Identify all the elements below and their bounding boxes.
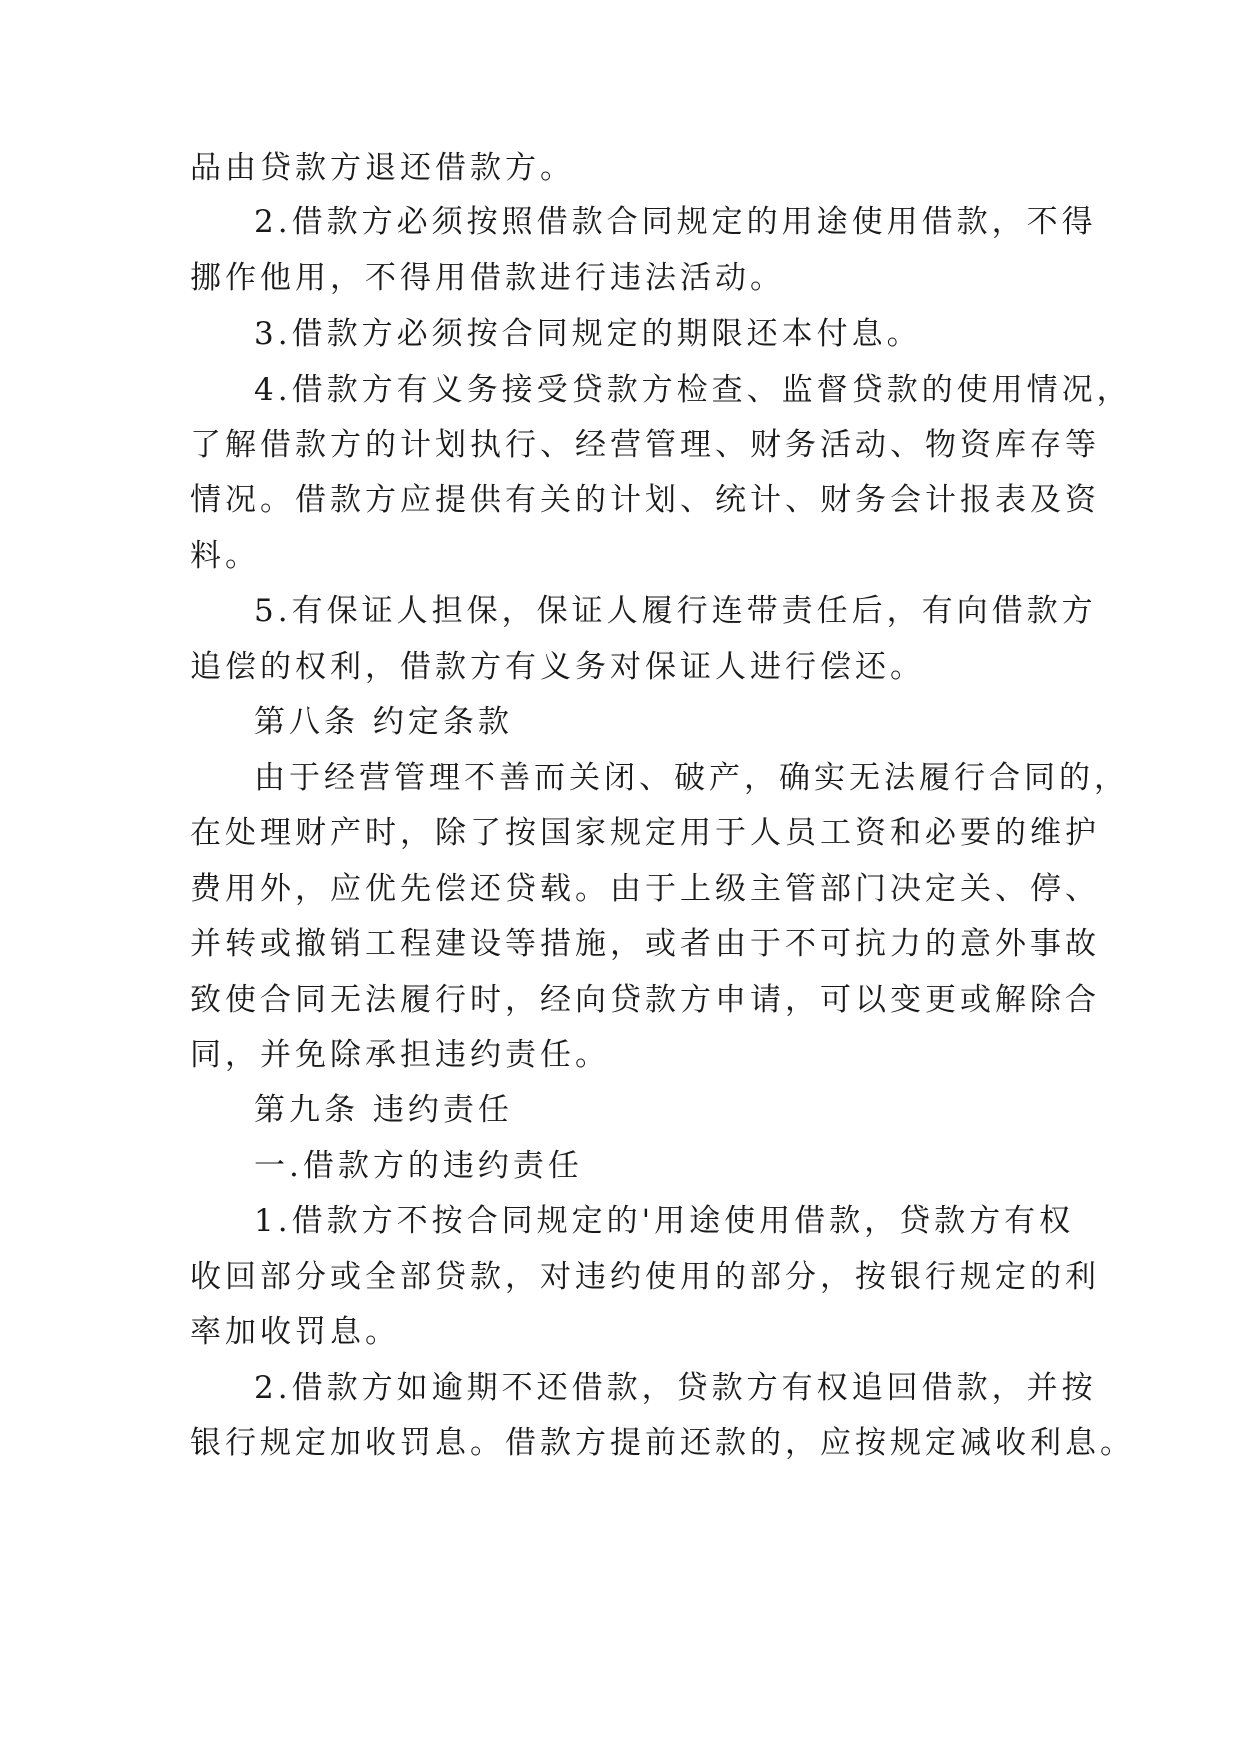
text-line: 在处理财产时，除了按国家规定用于人员工资和必要的维护	[190, 815, 1100, 851]
text-line: 致使合同无法履行时，经向贷款方申请，可以变更或解除合	[190, 982, 1100, 1018]
section-heading: 第九条 违约责任	[254, 1092, 513, 1128]
text-line: 了解借款方的计划执行、经营管理、财务活动、物资库存等	[190, 427, 1100, 463]
text-line: 4.借款方有义务接受贷款方检查、监督贷款的使用情况，	[254, 372, 1132, 408]
text-line: 料。	[190, 538, 260, 574]
text-line: 追偿的权利，借款方有义务对保证人进行偿还。	[190, 649, 925, 685]
text-line: 由于经营管理不善而关闭、破产，确实无法履行合同的，	[254, 760, 1129, 796]
text-line: 收回部分或全部贷款，对违约使用的部分，按银行规定的利	[190, 1259, 1100, 1295]
text-line: 费用外，应优先偿还贷载。由于上级主管部门决定关、停、	[190, 871, 1100, 907]
text-line: 品由贷款方退还借款方。	[190, 150, 575, 186]
text-line: 率加收罚息。	[190, 1314, 400, 1350]
text-line: 同，并免除承担违约责任。	[190, 1037, 610, 1073]
text-line: 银行规定加收罚息。借款方提前还款的，应按规定减收利息。	[190, 1425, 1135, 1461]
text-line: 3.借款方必须按合同规定的期限还本付息。	[254, 316, 922, 352]
text-line: 2.借款方如逾期不还借款，贷款方有权追回借款，并按	[254, 1370, 1097, 1406]
text-line: 5.有保证人担保，保证人履行连带责任后，有向借款方	[254, 593, 1097, 629]
text-line: 2.借款方必须按照借款合同规定的用途使用借款，不得	[254, 204, 1097, 240]
text-line: 并转或撤销工程建设等措施，或者由于不可抗力的意外事故	[190, 926, 1100, 962]
section-heading: 第八条 约定条款	[254, 704, 513, 740]
subsection-heading: 一.借款方的违约责任	[254, 1148, 583, 1184]
text-line: 挪作他用，不得用借款进行违法活动。	[190, 260, 785, 296]
text-line: 1.借款方不按合同规定的'用途使用借款，贷款方有权	[254, 1203, 1075, 1239]
text-line: 情况。借款方应提供有关的计划、统计、财务会计报表及资	[190, 482, 1100, 518]
